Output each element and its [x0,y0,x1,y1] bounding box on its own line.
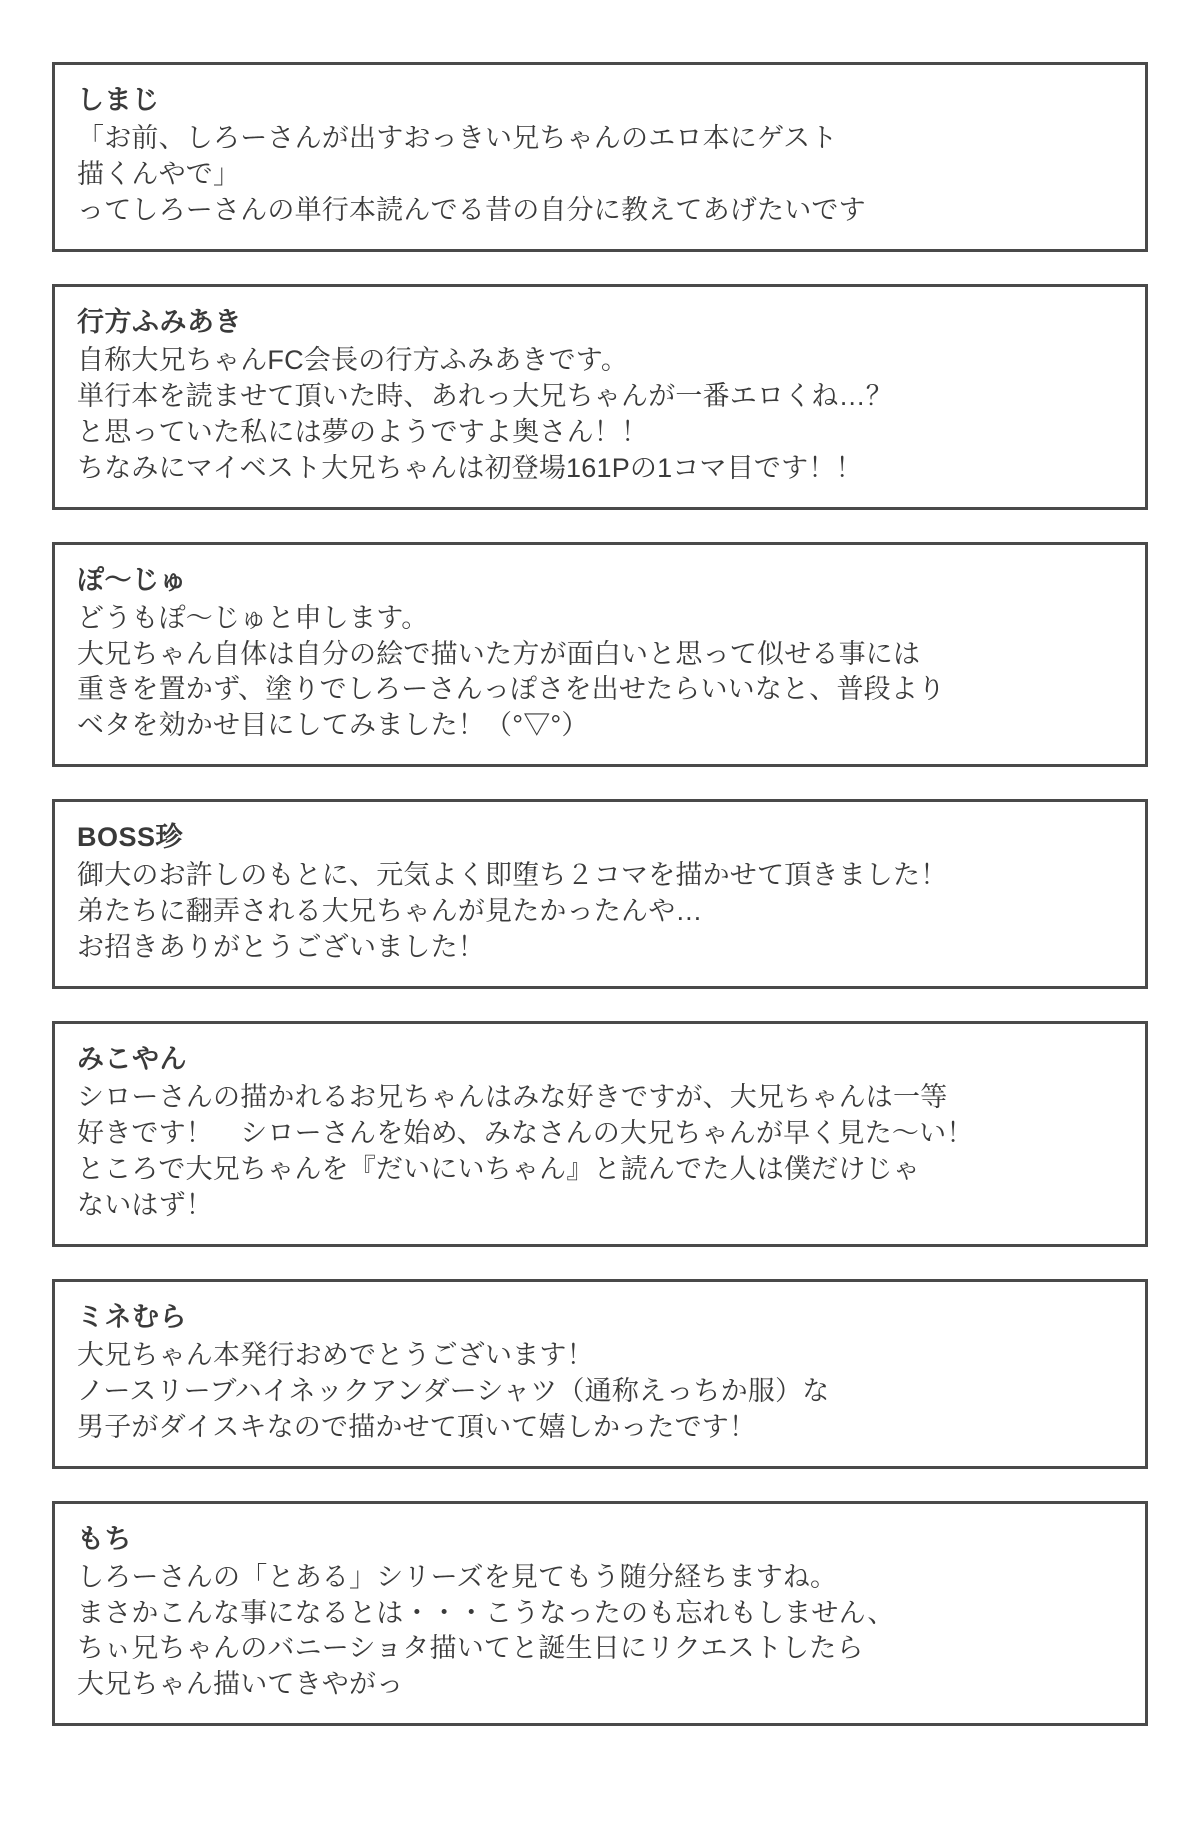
comment-line: 男子がダイスキなので描かせて頂いて嬉しかったです！ [77,1411,757,1442]
comment-box [52,1501,1148,1727]
comment-author: みこやん [77,1044,187,1075]
comment-line: と思っていた私には夢のようですよ奥さん！！ [77,416,649,447]
comment-line: 好きです！ シローさんを始め、みなさんの大兄ちゃんが早く見た～い！ [77,1118,974,1149]
comment-line: 大兄ちゃん本発行おめでとうございます！ [77,1339,594,1370]
comment-line: 弟たちに翻弄される大兄ちゃんが見たかったんや… [77,896,703,927]
comment-line: シローさんの描かれるお兄ちゃんはみな好きですが、大兄ちゃんは一等 [77,1082,948,1113]
comment-box [52,542,1148,768]
comment-line: ベタを効かせ目にしてみました！（°▽°） [77,710,589,741]
comment-box [52,284,1148,510]
comment-line: ないはず！ [77,1190,213,1221]
comment-author: しまじ [77,85,160,115]
comment-box [52,62,1148,252]
comment-line: ってしろーさんの単行本読んでる昔の自分に教えてあげたいです [77,194,866,225]
comment-line: ノースリーブハイネックアンダーシャツ（通称えっちか服）な [77,1375,830,1406]
comment-line: 「お前、しろーさんが出すおっきい兄ちゃんのエロ本にゲスト [77,123,838,154]
comment-author: ぽ～じゅ [77,564,187,595]
comment-author: ミネむら [77,1301,187,1332]
comment-author: 行方ふみあき [77,307,242,337]
comment-line: 重きを置かず、塗りでしろーさんっぽさを出せたらいいなと、普段より [77,674,946,705]
comment-line: ちなみにマイベスト大兄ちゃんは初登場161Pの1コマ目です！！ [77,452,863,483]
comment-line: 自称大兄ちゃんFC会長の行方ふみあきです。 [77,345,629,376]
comment-box [52,1021,1148,1247]
comment-line: どうもぽ～じゅと申します。 [77,602,429,633]
comment-line: 大兄ちゃん描いてきやがっ [77,1669,404,1700]
comment-line: お招きありがとうございました！ [77,932,485,963]
comment-line: 大兄ちゃん自体は自分の絵で描いた方が面白いと思って似せる事には [77,638,921,669]
comment-line: 描くんやで」 [77,158,241,189]
comment-author: BOSS珍 [77,822,184,853]
comment-box [52,799,1148,989]
comment-line: ところで大兄ちゃんを『だいにいちゃん』と読んでた人は僕だけじゃ [77,1154,920,1185]
comment-box [52,1279,1148,1469]
comment-author: もち [77,1523,132,1554]
comment-line: まさかこんな事になるとは・・・こうなったのも忘れもしません、 [77,1597,895,1628]
comment-line: 単行本を読ませて頂いた時、あれっ大兄ちゃんが一番エロくね…？ [77,380,893,411]
comment-line: ちぃ兄ちゃんのバニーショタ描いてと誕生日にリクエストしたら [77,1633,864,1664]
comment-line: しろーさんの「とある」シリーズを見てもう随分経ちますね。 [77,1561,838,1592]
comment-line: 御大のお許しのもとに、元気よく即堕ち２コマを描かせて頂きました！ [77,860,948,891]
